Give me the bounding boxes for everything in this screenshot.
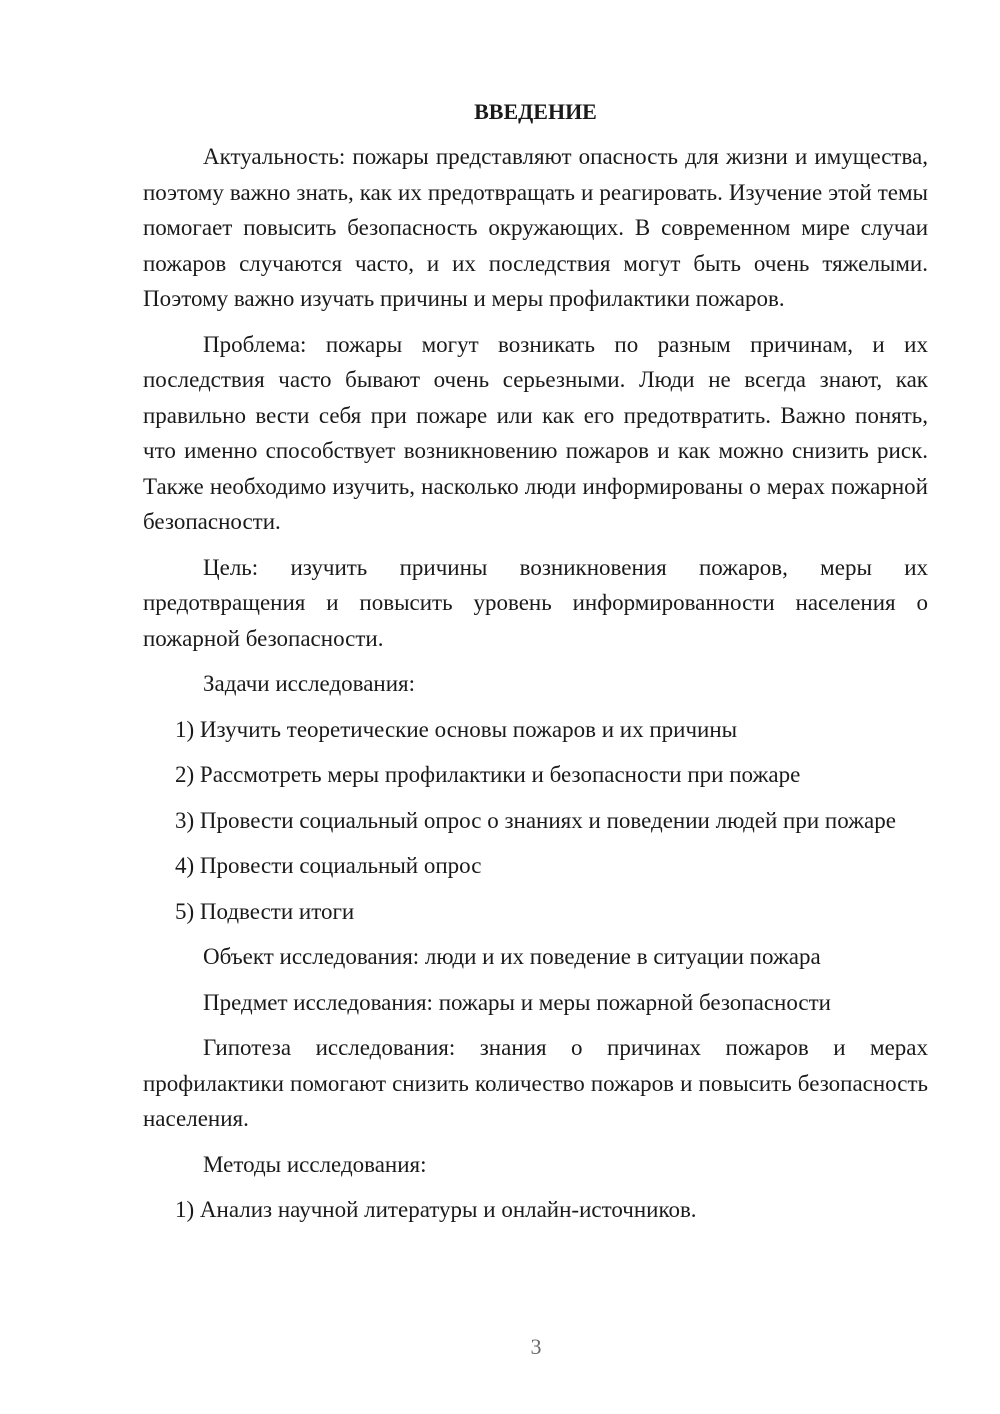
hypothesis-paragraph: Гипотеза исследования: знания о причинах пожаров и мерах профилактики помогают снизить количество пожаров и повысить безопасность населения. [143,1035,928,1131]
method-item-1: 1) Анализ научной литературы и онлайн-источников. [175,1197,697,1222]
task-item-3: 3) Провести социальный опрос о знаниях и поведении людей при пожаре [175,807,896,833]
research-object: Объект исследования: люди и их поведение в ситуации пожара [203,944,821,969]
goal-paragraph: Цель: изучить причины возникновения пожаров, меры их предотвращения и повысить уровень информированности населения о пожарной безопасности. [143,554,928,651]
task-item-4: 4) Провести социальный опрос [175,853,482,878]
problem-paragraph: Проблема: пожары могут возникать по разным причинам, и их последствия часто бывают очень серьезными. Люди не всегда знают, как правильно вести себя при пожаре или как его предотвратить. Важно понять, что именно способствует возникновению пожаров и как можно снизить риск. Также необходимо изучить, насколько люди информированы о мерах пожарной безопасности. [143,331,928,534]
relevance-paragraph: Актуальность: пожары представляют опасность для жизни и имущества, поэтому важно знать, как их предотвращать и реагировать. Изучение этой темы помогает повысить безопасность окружающих. В современном мире случаи пожаров случаются часто, и их последствия могут быть очень тяжелыми. Поэтому важно изучать причины и меры профилактики пожаров. [143,144,928,311]
methods-heading: Методы исследования: [203,1151,427,1177]
research-subject: Предмет исследования: пожары и меры пожарной безопасности [203,989,831,1015]
task-item-2: 2) Рассмотреть меры профилактики и безопасности при пожаре [175,762,801,787]
tasks-heading: Задачи исследования: [203,671,416,696]
task-item-5: 5) Подвести итоги [175,898,355,924]
page-content [143,94,928,1238]
task-item-1: 1) Изучить теоретические основы пожаров и их причины [175,716,738,742]
section-title: ВВЕДЕНИЕ [474,99,597,124]
page-number: 3 [530,1334,542,1359]
